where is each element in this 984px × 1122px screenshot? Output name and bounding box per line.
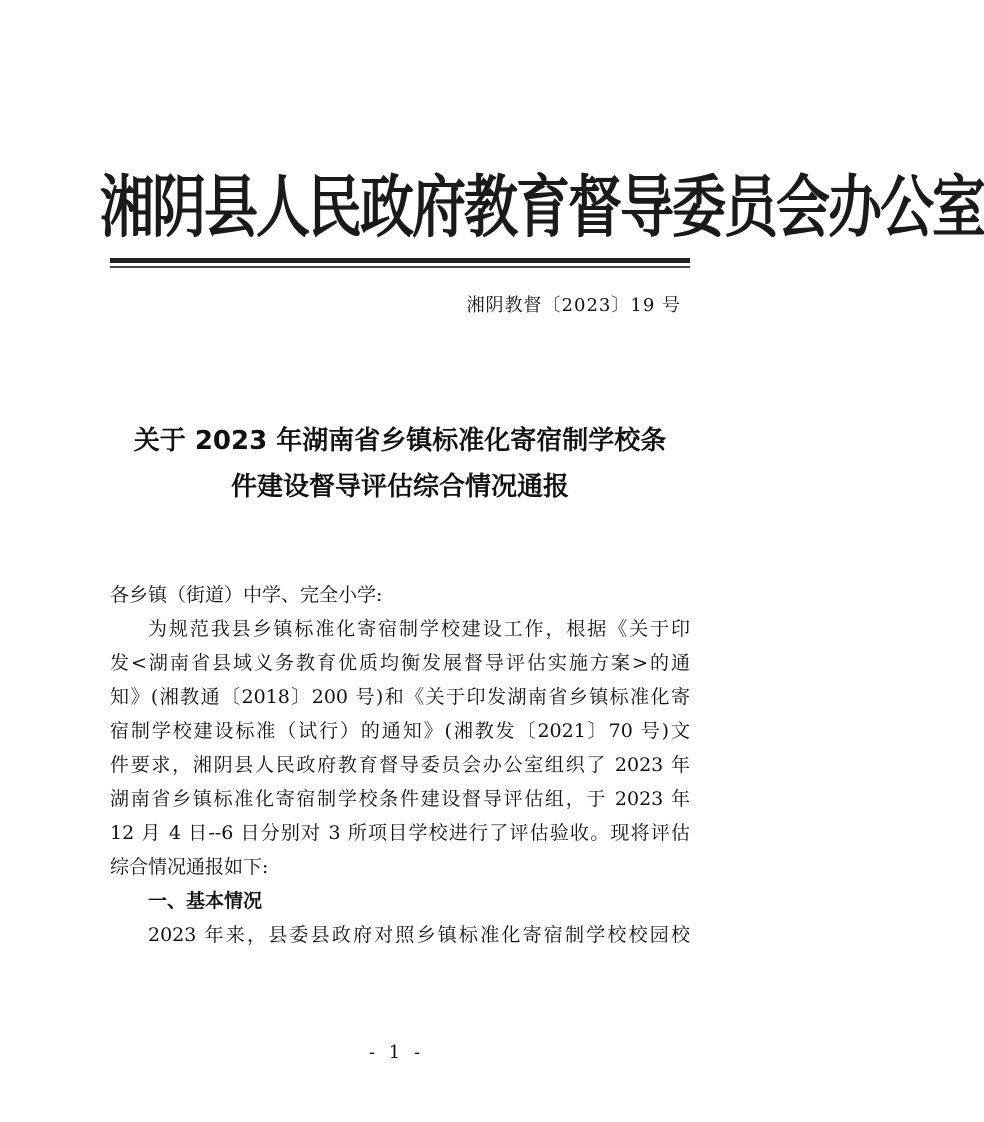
paragraph-line: 12 月 4 日--6 日分别对 3 所项目学校进行了评估验收。现将评估	[110, 822, 690, 844]
paragraph-line: 2023 年来，县委县政府对照乡镇标准化寄宿制学校校园校	[148, 924, 690, 946]
paragraph-line: 湖南省乡镇标准化寄宿制学校条件建设督导评估组，于 2023 年	[110, 788, 690, 810]
paragraph-line: 综合情况通报如下:	[110, 856, 269, 878]
paragraph-line: 件要求，湘阴县人民政府教育督导委员会办公室组织了 2023 年	[110, 754, 690, 776]
page-number: - 1 -	[368, 1042, 425, 1063]
document-title-line-2: 件建设督导评估综合情况通报	[230, 472, 569, 502]
paragraph-line: 为规范我县乡镇标准化寄宿制学校建设工作，根据《关于印	[148, 618, 690, 640]
paragraph-line: 宿制学校建设标准（试行）的通知》(湘教发〔2021〕70 号)文	[110, 720, 690, 742]
masthead-rule-thin	[110, 266, 690, 268]
section-heading: 一、基本情况	[148, 890, 263, 912]
masthead-rule-thick	[110, 258, 690, 263]
paragraph-line: 知》(湘教通〔2018〕200 号)和《关于印发湖南省乡镇标准化寄	[110, 686, 690, 708]
masthead-title: 湘阴县人民政府教育督导委员会办公室	[100, 168, 984, 247]
document-body	[110, 578, 690, 952]
document-number: 湘阴教督〔2023〕19 号	[466, 295, 681, 316]
document-title	[100, 418, 700, 510]
document-title-line-1: 关于 2023 年湖南省乡镇标准化寄宿制学校条	[133, 426, 667, 456]
salutation: 各乡镇（街道）中学、完全小学:	[110, 584, 383, 606]
paragraph-line: 发<湖南省县域义务教育优质均衡发展督导评估实施方案>的通	[110, 652, 690, 674]
